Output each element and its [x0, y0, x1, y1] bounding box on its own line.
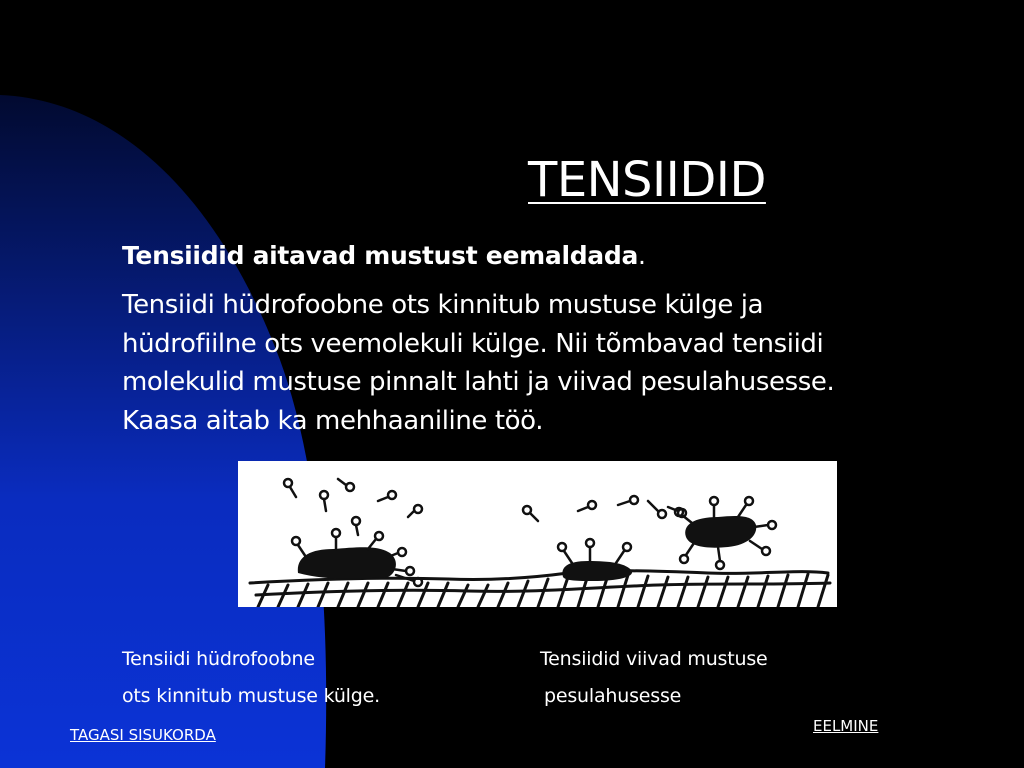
body-paragraph — [122, 286, 1002, 440]
caption-right-line1: Tensiidid viivad mustuse — [540, 648, 768, 670]
back-to-contents-link[interactable]: TAGASI SISUKORDA — [70, 726, 216, 744]
dirt-blob — [298, 547, 396, 579]
body-line: Kaasa aitab ka mehhaaniline töö. — [122, 405, 544, 436]
lead-sentence — [122, 238, 646, 274]
tenside-illustration — [238, 461, 837, 607]
lead-period: . — [638, 241, 646, 270]
body-line: hüdrofiilne ots veemolekuli külge. Nii tõmbavad tensiidi — [122, 328, 824, 359]
previous-slide-link[interactable]: EELMINE — [813, 717, 879, 735]
caption-left-line2: ots kinnitub mustuse külge. — [122, 685, 380, 707]
lead-bold-text: Tensiidid aitavad mustust eemaldada — [122, 241, 639, 270]
body-line: Tensiidi hüdrofoobne ots kinnitub mustuse külge ja — [122, 290, 764, 320]
slide-title: TENSIIDID — [528, 152, 766, 208]
caption-right-line2: pesulahusesse — [544, 685, 682, 707]
caption-left-line1: Tensiidi hüdrofoobne — [122, 648, 315, 670]
body-line: molekulid mustuse pinnalt lahti ja viivad pesulahusesse. — [122, 367, 835, 397]
